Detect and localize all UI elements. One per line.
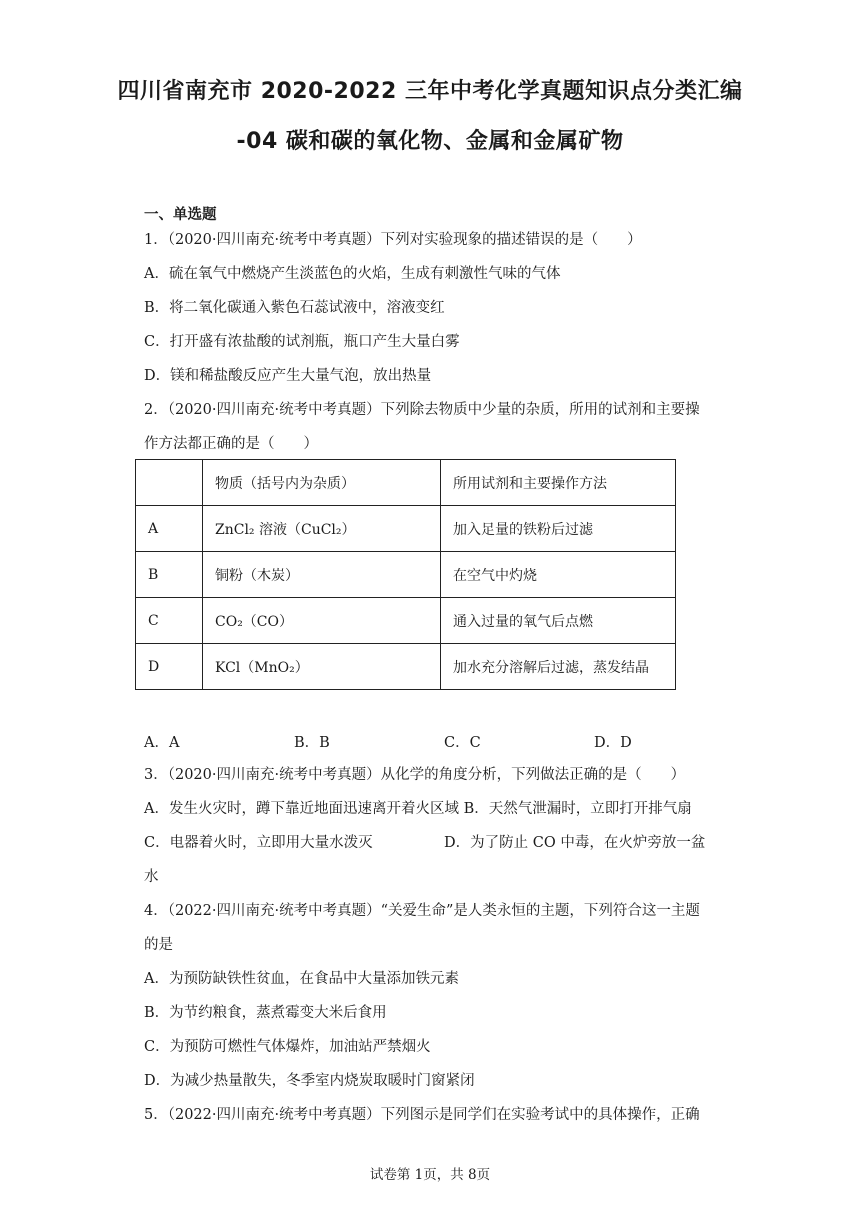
q1-option-d: D．镁和稀盐酸反应产生大量气泡，放出热量: [144, 368, 432, 384]
q2-table: [135, 459, 676, 690]
q2-stem-line-1: 2．（2020·四川南充·统考中考真题）下列除去物质中少量的杂质，所用的试剂和主要操: [144, 402, 700, 418]
q3-option-d-continued: 水: [144, 869, 159, 885]
page-footer: 试卷第 1页，共 8页: [369, 1167, 491, 1183]
document-title-line-2: -04 碳和碳的氧化物、金属和金属矿物: [236, 129, 624, 154]
table-cell: D: [136, 644, 203, 690]
table-cell: [136, 460, 203, 506]
q4-option-a: A．为预防缺铁性贫血，在食品中大量添加铁元素: [144, 971, 459, 987]
table-cell: CO₂（CO）: [203, 598, 441, 644]
q4-option-b: B．为节约粮食，蒸煮霉变大米后食用: [144, 1005, 387, 1021]
q2-answer-c: C．C: [444, 735, 481, 751]
table-row: [136, 506, 676, 552]
q3-option-c: C．电器着火时，立即用大量水泼灭: [144, 835, 373, 851]
q1-stem: 1．（2020·四川南充·统考中考真题）下列对实验现象的描述错误的是（ ）: [144, 232, 642, 248]
table-cell: B: [136, 552, 203, 598]
table-row: [136, 552, 676, 598]
table-cell: 通入过量的氧气后点燃: [441, 598, 676, 644]
table-cell: A: [136, 506, 203, 552]
q1-option-b: B．将二氧化碳通入紫色石蕊试液中，溶液变红: [144, 300, 445, 316]
table-row: [136, 598, 676, 644]
table-cell: C: [136, 598, 203, 644]
table-cell: 在空气中灼烧: [441, 552, 676, 598]
q3-stem: 3．（2020·四川南充·统考中考真题）从化学的角度分析，下列做法正确的是（ ）: [144, 767, 686, 783]
q5-stem-line-1: 5．（2022·四川南充·统考中考真题）下列图示是同学们在实验考试中的具体操作，正确: [144, 1107, 700, 1123]
q4-option-d: D．为减少热量散失，冬季室内烧炭取暖时门窗紧闭: [144, 1073, 475, 1089]
table-cell: 加入足量的铁粉后过滤: [441, 506, 676, 552]
q1-option-a: A．硫在氧气中燃烧产生淡蓝色的火焰，生成有刺激性气味的气体: [144, 266, 561, 282]
table-cell: ZnCl₂ 溶液（CuCl₂）: [203, 506, 441, 552]
q4-stem-line-2: 的是: [144, 937, 173, 953]
q4-stem-line-1: 4．（2022·四川南充·统考中考真题）“关爱生命”是人类永恒的主题，下列符合这一主题: [144, 903, 700, 919]
q3-option-d: D．为了防止 CO 中毒，在火炉旁放一盆: [444, 835, 706, 851]
table-header-substance: 物质（括号内为杂质）: [203, 460, 441, 506]
section-heading: 一、单选题: [144, 207, 217, 223]
q1-option-c: C．打开盛有浓盐酸的试剂瓶，瓶口产生大量白雾: [144, 334, 460, 350]
table-header-row: [136, 460, 676, 506]
table-cell: 加水充分溶解后过滤，蒸发结晶: [441, 644, 676, 690]
q2-stem-line-2: 作方法都正确的是（ ）: [144, 436, 318, 452]
q2-answer-d: D．D: [594, 735, 632, 751]
q2-answer-b: B．B: [294, 735, 330, 751]
table-header-method: 所用试剂和主要操作方法: [441, 460, 676, 506]
table-row: [136, 644, 676, 690]
q3-options-line-1: A．发生火灾时，蹲下靠近地面迅速离开着火区域 B．天然气泄漏时，立即打开排气扇: [144, 801, 692, 817]
table-cell: KCl（MnO₂）: [203, 644, 441, 690]
table-cell: 铜粉（木炭）: [203, 552, 441, 598]
q2-answer-a: A．A: [144, 735, 180, 751]
document-title-line-1: 四川省南充市 2020-2022 三年中考化学真题知识点分类汇编: [117, 79, 743, 104]
q4-option-c: C．为预防可燃性气体爆炸，加油站严禁烟火: [144, 1039, 431, 1055]
